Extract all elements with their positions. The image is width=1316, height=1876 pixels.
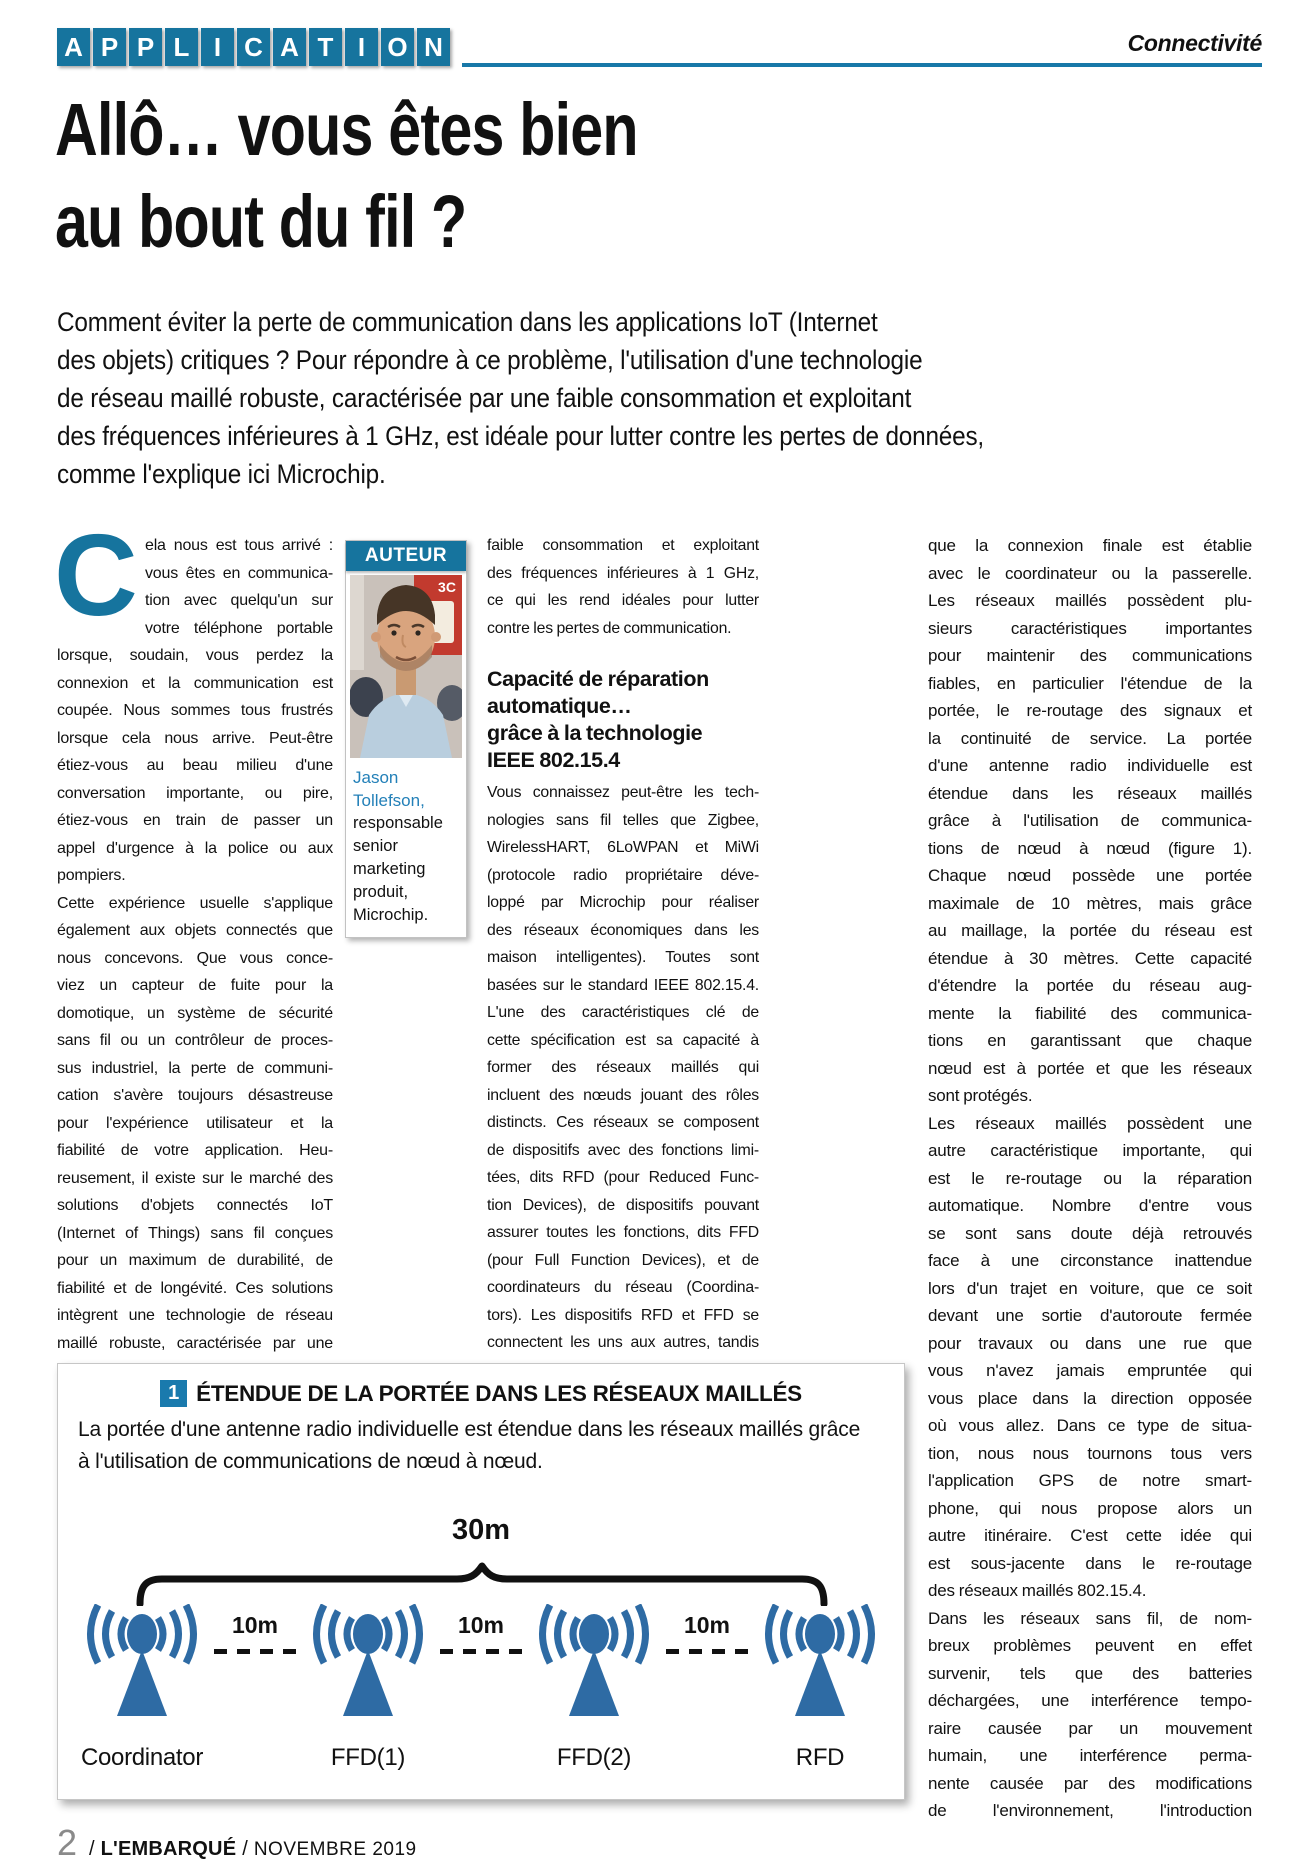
magazine-name: L'EMBARQUÉ — [100, 1838, 237, 1860]
author-role: responsable senior marketing produit, Microchip. — [353, 814, 443, 924]
footer-separator: / — [89, 1838, 95, 1860]
article-column-3 — [928, 532, 1252, 1825]
distance-label: 10m — [231, 1612, 279, 1638]
distance-marker — [212, 1612, 298, 1772]
antenna-icon — [306, 1604, 430, 1722]
mesh-node — [750, 1604, 890, 1772]
distance-label: 10m — [683, 1612, 731, 1638]
issue-date: NOVEMBRE 2019 — [253, 1839, 417, 1860]
drop-cap: C — [54, 510, 138, 640]
range-total-label: 30m — [451, 1514, 511, 1546]
antenna-icon — [532, 1604, 656, 1722]
dashed-line — [666, 1649, 748, 1654]
node-label: Coordinator — [80, 1744, 204, 1771]
section-letter-box: P — [93, 28, 126, 66]
page-number: 2 — [57, 1822, 78, 1863]
mesh-node — [524, 1604, 664, 1772]
distance-marker — [664, 1612, 750, 1772]
figure-caption: La portée d'une antenne radio individuelle est étendue dans les réseaux maillés grâce à l'utilisation de communications de nœud à nœud. — [78, 1418, 861, 1473]
section-letter-box: T — [309, 28, 342, 66]
distance-marker — [438, 1612, 524, 1772]
mesh-node — [298, 1604, 438, 1772]
page-title-line: au bout du fil ? — [55, 180, 467, 263]
mesh-diagram — [58, 1604, 904, 1772]
category-label: Connectivité — [1127, 30, 1262, 56]
paragraph: lorsque, soudain, vous perdez la connexion et la communication est coupée. Nous sommes tous frustrés lorsque cela nous arrive. Peut-être étiez-vous au beau milieu d'une conversation importante, ou pire, étiez-vous en train de passer un appel d'urgence à la police ou aux pompiers. — [57, 647, 333, 884]
section-letter-box: N — [417, 28, 450, 66]
mesh-node — [72, 1604, 212, 1772]
photo-sign-text: 3C — [438, 579, 456, 595]
figure-number-badge: 1 — [160, 1380, 187, 1407]
distance-label: 10m — [457, 1612, 505, 1638]
page-title — [55, 84, 783, 268]
section-letter-box: C — [237, 28, 270, 66]
paragraph: Cette expérience usuelle s'applique également aux objets connectés que nous concevons. Que vous conce- viez un capteur de fuite pour la domotique, un système de sécurité sans fil ou un contrôleur de proces- sus industriel, la perte de communi- cation s'avère toujours désastreuse pour l'expérience utilisateur et la fiabilité de votre application. Heu- reusement, il existe sur le marché des solutions d'objets connectés IoT (Internet of Things) sans fil conçues pour un maximum de durabilité, de fiabilité et de longévité. Ces solutions intègrent une technologie de réseau maillé robuste, caractérisée par une — [57, 894, 333, 1352]
node-label: RFD — [795, 1744, 845, 1771]
header-rule — [462, 63, 1262, 67]
page-footer — [57, 1822, 417, 1864]
section-letter-box: O — [381, 28, 414, 66]
page-title-line: Allô… vous êtes bien — [55, 88, 638, 171]
article-column-1 — [54, 510, 333, 1357]
paragraph: ela nous est tous arrivé : vous êtes en communica- tion avec quelqu'un sur votre téléphone portable — [145, 537, 333, 637]
section-banner — [57, 28, 453, 66]
figure-title: ÉTENDUE DE LA PORTÉE DANS LES RÉSEAUX MAILLÉS — [196, 1380, 802, 1406]
paragraph: Les réseaux maillés possèdent une autre caractéristique importante, qui est le re-routage ou la réparation automatique. Nombre d'entre vous se sont sans doute déjà retrouvés face à une circonstance inattendue lors d'un trajet en voiture, que ce soit devant une sortie d'autoroute fermée pour travaux ou dans une rue que vous n'avez jamais empruntée qui vous place dans la direction opposée où vous allez. Dans ce type de situa- tion, nous nous tournons tous vers l'application GPS de notre smart- phone, qui nous propose alors un autre itinéraire. C'est cette idée qui est sous-jacente dans le re-routage des réseaux maillés 802.15.4. — [928, 1113, 1252, 1600]
section-heading: Capacité de réparation automatique… grâce à la technologie IEEE 802.15.4 — [487, 667, 709, 772]
author-name: Jason Tollefson, — [353, 768, 425, 810]
dashed-line — [440, 1649, 522, 1654]
figure-box — [57, 1363, 905, 1800]
node-label: FFD(2) — [556, 1744, 632, 1771]
standfirst: Comment éviter la perte de communication dans les applications IoT (Internet des objets) critiques ? Pour répondre à ce problème, l'utilisation d'une technologie de réseau maillé robuste, caractérisée par une faible consommation et exploitant des fréquences inférieures à 1 GHz, est idéale pour lutter contre les pertes de données, comme l'explique ici Microchip. — [57, 307, 985, 489]
node-label: FFD(1) — [330, 1744, 406, 1771]
paragraph: Vous connaissez peut-être les tech- nologies sans fil telles que Zigbee, WirelessHART, 6LoWPAN et MiWi (protocole radio propriétaire déve- loppé par Microchip pour réaliser des réseaux économiques dans les maison intelligentes). Toutes sont basées sur le standard IEEE 802.15.4. L'une des caractéristiques clé de cette spécification est sa capacité à former des réseaux maillés qui incluent des nœuds jouant des rôles distincts. Ces réseaux se composent de dispositifs avec des fonctions limi- tées, dits RFD (pour Reduced Func- tion Devices), de dispositifs pouvant assurer toutes les fonctions, dits FFD (pour Full Function Devices), et de coordinateurs du réseau (Coordina- tors). Les dispositifs RFD et FFD se connectent les uns aux autres, tandis — [487, 784, 759, 1351]
antenna-icon — [758, 1604, 882, 1722]
paragraph: faible consommation et exploitant des fréquences inférieures à 1 GHz, ce qui les rend idéales pour lutter contre les pertes de communication. — [487, 537, 759, 637]
section-letter-box: I — [201, 28, 234, 66]
section-letter-box: L — [165, 28, 198, 66]
antenna-icon — [80, 1604, 204, 1722]
dashed-line — [214, 1649, 296, 1654]
footer-separator: / — [242, 1838, 248, 1860]
author-photo — [350, 575, 462, 758]
section-letter-box: A — [273, 28, 306, 66]
paragraph: Dans les réseaux sans fil, de nom- breux problèmes peuvent en effet survenir, tels que des batteries déchargées, une interférence tempo- raire causée par un mouvement humain, une interférence perma- nente causée par des modifications de l'environnement, l'introduction — [928, 1608, 1252, 1820]
section-letter-box: P — [129, 28, 162, 66]
author-box-label: AUTEUR — [346, 541, 466, 571]
paragraph: que la connexion finale est établie avec le coordinateur ou la passerelle. Les réseaux maillés possèdent plu- sieurs caractéristiques importantes pour maintenir des communications fiables, en particulier l'étendue de la portée, le re-routage des signaux et la continuité de service. La portée d'une antenne radio individuelle est étendue dans les réseaux maillés grâce à l'utilisation de communica- tions de nœud à nœud (figure 1). Chaque nœud possède une portée maximale de 10 mètres, mais grâce au maillage, la portée du réseau est étendue à 30 mètres. Cette capacité d'étendre la portée du réseau aug- mente la fiabilité des communica- tions en garantissant que chaque nœud est à portée et que les réseaux sont protégés. — [928, 536, 1252, 1105]
author-photo-illustration — [350, 575, 462, 758]
section-letter-box: I — [345, 28, 378, 66]
author-box — [345, 540, 467, 938]
article-column-2 — [487, 532, 759, 1357]
section-letter-box: A — [57, 28, 90, 66]
range-brace — [132, 1560, 832, 1606]
